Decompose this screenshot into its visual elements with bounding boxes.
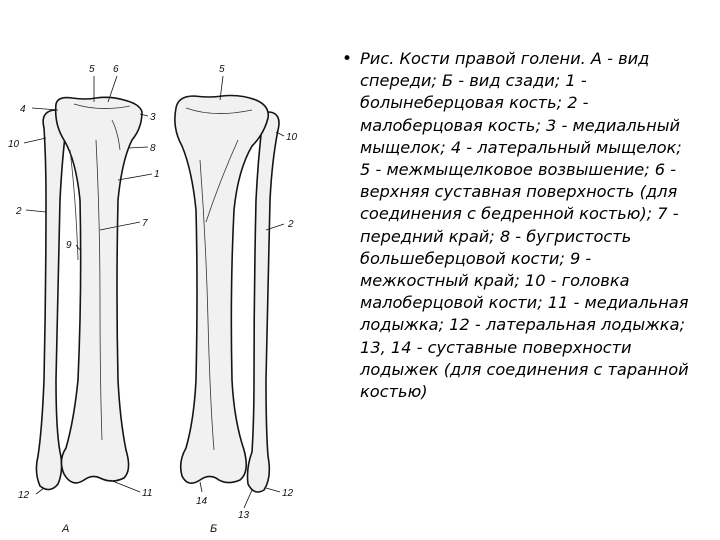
label-a5: 5	[89, 64, 95, 75]
view-a-label: А	[62, 523, 70, 535]
label-a12: 12	[18, 490, 30, 501]
view-b-back	[175, 96, 279, 493]
label-a2: 2	[16, 206, 22, 217]
label-a10: 10	[8, 139, 20, 150]
label-b13: 13	[238, 510, 250, 521]
fibula-b	[248, 112, 280, 492]
bullet-icon: •	[342, 49, 353, 69]
caption-block	[342, 48, 702, 403]
label-a6: 6	[113, 64, 119, 75]
label-b5: 5	[219, 64, 225, 75]
figure-caption: Рис. Кости правой голени. А - вид спереди; Б - вид сзади; 1 - болынеберцовая кость; 2 - малоберцовая кость; 3 - медиальный мыщелок; 4 - латеральный мыщелок; 5 - межмыщелковое возвышение; 6 - верхняя суставная поверхность (для соединения с бедренной костью); 7 - передний край; 8 - бугристость большеберцовой кости; 9 - межкостный край; 10 - головка малоберцовой кости; 11 - медиальная лодыжка; 12 - латеральная лодыжка; 13, 14 - суставные поверхности лодыжек (для соединения с таранной костью)	[360, 49, 689, 402]
label-a8: 8	[150, 143, 156, 154]
label-a9: 9	[66, 240, 72, 251]
tibia-a	[56, 97, 142, 483]
label-b10: 10	[286, 132, 298, 143]
fibula-a	[36, 110, 66, 490]
label-b12: 12	[282, 488, 294, 499]
view-b-label: Б	[210, 523, 218, 535]
label-a11: 11	[142, 488, 153, 499]
label-a4: 4	[20, 104, 26, 115]
label-b2: 2	[288, 219, 294, 230]
label-a1: 1	[154, 169, 160, 180]
view-a-front	[36, 97, 142, 489]
label-a7: 7	[142, 218, 148, 229]
label-a3: 3	[150, 112, 156, 123]
leg-bones-figure	[0, 0, 330, 540]
label-b14: 14	[196, 496, 208, 507]
